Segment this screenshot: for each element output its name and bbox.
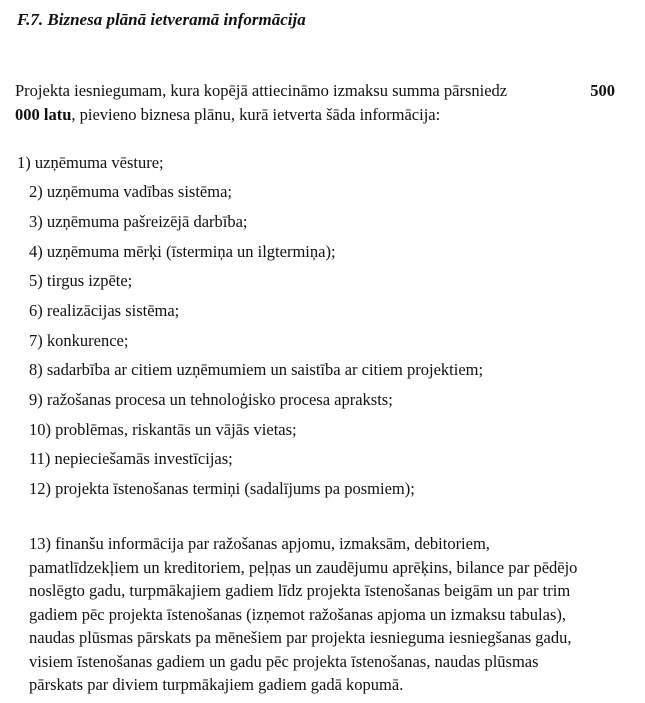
list-item: 7) konkurence; [29, 331, 129, 350]
finance-line: pārskats par diviem turpmākajiem gadiem gadā kopumā. [29, 675, 404, 694]
finance-paragraph [29, 532, 629, 697]
finance-line: visiem īstenošanas gadiem un gadu pēc projekta īstenošanas, naudas plūsmas [29, 651, 539, 671]
list-item: 1) uzņēmuma vēsture; [17, 153, 164, 172]
finance-line: naudas plūsmas pārskats pa mēnešiem par projekta iesnieguma iesniegšanas gadu, [29, 628, 572, 647]
intro-amount-cont: 000 latu [15, 105, 72, 124]
section-title: F.7. Biznesa plānā ietveramā informācija [17, 10, 306, 29]
intro-text: Projekta iesniegumam, kura kopējā attiecināmo izmaksu summa pārsniedz [15, 81, 508, 100]
list-item: 3) uzņēmuma pašreizējā darbība; [29, 212, 248, 231]
list-item: 5) tirgus izpēte; [29, 271, 133, 290]
list-item: 9) ražošanas procesa un tehnoloģisko procesa apraksts; [29, 390, 393, 409]
list-item: 12) projekta īstenošanas termiņi (sadalījums pa posmiem); [29, 479, 415, 498]
intro-amount: 500 [590, 81, 615, 100]
finance-line: gadiem pēc projekta īstenošanas (izņemot ražošanas apjoma un izmaksu tabulas), [29, 604, 566, 624]
intro-line-1 [15, 79, 615, 103]
list-item: 4) uzņēmuma mērķi (īstermiņa un ilgtermiņa); [29, 242, 336, 261]
intro-rest: , pievieno biznesa plānu, kurā ietverta šāda informācija: [71, 105, 441, 124]
finance-line: noslēgto gadu, turpmākajiem gadiem līdz projekta īstenošanas beigām un par trim [29, 581, 571, 600]
finance-line: 13) finanšu informācija par ražošanas apjomu, izmaksām, debitoriem, [29, 534, 490, 553]
intro-line-2 [15, 103, 615, 127]
intro-paragraph [15, 79, 615, 127]
list-item: 11) nepieciešamās investīcijas; [29, 449, 233, 468]
list-item: 8) sadarbība ar citiem uzņēmumiem un saistība ar citiem projektiem; [29, 360, 484, 379]
list-item: 6) realizācijas sistēma; [29, 301, 180, 320]
finance-line: pamatlīdzekļiem un kreditoriem, peļņas un zaudējumu aprēķins, bilance par pēdējo [29, 557, 578, 577]
list-item: 10) problēmas, riskantās un vājās vietas; [29, 420, 297, 439]
list-item: 2) uzņēmuma vadības sistēma; [29, 182, 232, 201]
